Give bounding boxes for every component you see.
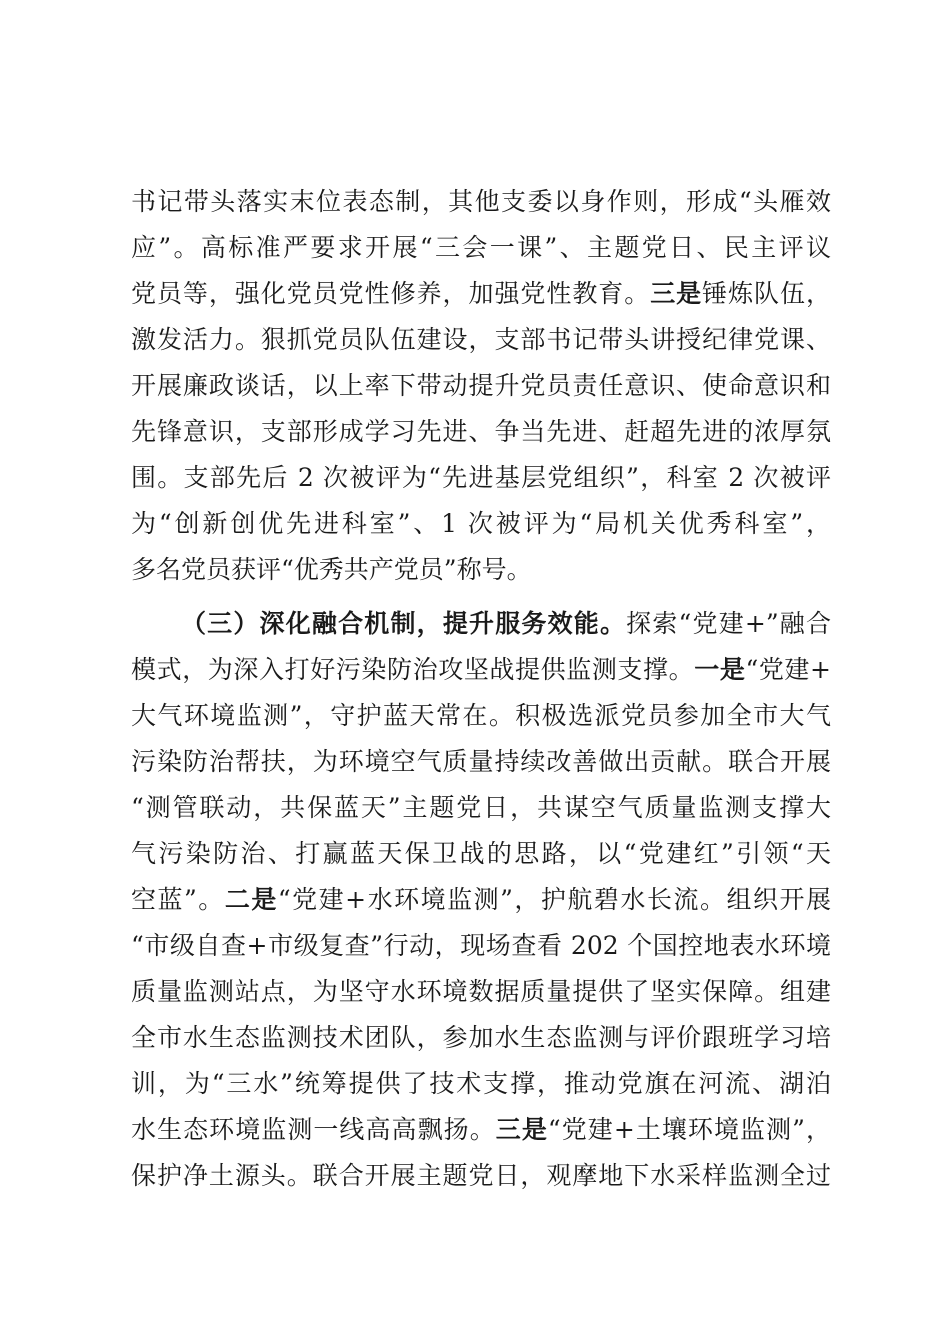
text-run: 气污染防治、打赢蓝天保卫战的思路，以“党建红”引领“天 xyxy=(131,839,831,868)
text-run: “党建+水环境监测”，护航碧水长流。组织开展 xyxy=(277,885,831,914)
paragraph-line xyxy=(131,880,831,920)
paragraph-line xyxy=(131,972,831,1012)
text-run: “测管联动，共保蓝天”主题党日，共谋空气质量监测支撑大 xyxy=(131,793,831,822)
paragraph-line xyxy=(131,1156,831,1196)
text-run: 书记带头落实末位表态制，其他支委以身作则，形成“头雁效 xyxy=(131,187,831,216)
text-run: “党建+ xyxy=(745,655,831,684)
paragraph-line xyxy=(131,366,831,406)
bold-keyword: 三是 xyxy=(650,279,703,308)
paragraph-line xyxy=(131,926,831,966)
paragraph-line xyxy=(131,1110,831,1150)
section-heading: （三）深化融合机制，提升服务效能。 xyxy=(181,609,627,638)
paragraph-line xyxy=(131,1064,831,1104)
text-run: 围。支部先后 2 次被评为“先进基层党组织”，科室 2 次被评 xyxy=(131,463,831,492)
bold-keyword: 三是 xyxy=(495,1115,548,1144)
paragraph-line xyxy=(131,412,831,452)
text-run: 探索“党建+”融合 xyxy=(626,609,831,638)
text-run: 为“创新创优先进科室”、1 次被评为“局机关优秀科室”， xyxy=(131,509,831,538)
paragraph-line xyxy=(131,320,831,360)
paragraph-line xyxy=(131,228,831,268)
paragraph-line xyxy=(131,550,831,590)
paragraph-line xyxy=(131,458,831,498)
paragraph-line xyxy=(131,788,831,828)
text-run: 大气环境监测”，守护蓝天常在。积极选派党员参加全市大气 xyxy=(131,701,831,730)
text-run: “党建+土壤环境监测”， xyxy=(547,1115,831,1144)
paragraph-line xyxy=(131,274,831,314)
text-run: 先锋意识，支部形成学习先进、争当先进、赶超先进的浓厚氛 xyxy=(131,417,831,446)
paragraph-line xyxy=(131,182,831,222)
paragraph-line xyxy=(131,650,831,690)
text-run: 模式，为深入打好污染防治攻坚战提供监测支撑。 xyxy=(131,655,695,684)
text-run: 全市水生态监测技术团队，参加水生态监测与评价跟班学习培 xyxy=(131,1023,831,1052)
text-run: 锤炼队伍， xyxy=(702,279,831,308)
text-run: 激发活力。狠抓党员队伍建设，支部书记带头讲授纪律党课、 xyxy=(131,325,831,354)
paragraph-line xyxy=(131,834,831,874)
text-run: 质量监测站点，为坚守水环境数据质量提供了坚实保障。组建 xyxy=(131,977,831,1006)
bold-keyword: 二是 xyxy=(224,885,278,914)
paragraph-line xyxy=(131,742,831,782)
text-run: 多名党员获评“优秀共产党员”称号。 xyxy=(131,555,532,584)
paragraph-line xyxy=(131,696,831,736)
text-run: 空蓝”。 xyxy=(131,885,225,914)
text-run: 训，为“三水”统筹提供了技术支撑，推动党旗在河流、湖泊 xyxy=(131,1069,831,1098)
paragraph-line xyxy=(131,1018,831,1058)
text-run: 开展廉政谈话，以上率下带动提升党员责任意识、使命意识和 xyxy=(131,371,831,400)
paragraph-line xyxy=(131,504,831,544)
text-run: 党员等，强化党员党性修养，加强党性教育。 xyxy=(131,279,651,308)
text-run: 应”。高标准严要求开展“三会一课”、主题党日、民主评议 xyxy=(131,233,831,262)
text-run: “市级自查+市级复查”行动，现场查看 202 个国控地表水环境 xyxy=(131,931,831,960)
text-run: 污染防治帮扶，为环境空气质量持续改善做出贡献。联合开展 xyxy=(131,747,831,776)
bold-keyword: 一是 xyxy=(694,655,746,684)
text-run: 保护净土源头。联合开展主题党日，观摩地下水采样监测全过 xyxy=(131,1161,831,1190)
text-run: 水生态环境监测一线高高飘扬。 xyxy=(131,1115,496,1144)
paragraph-line xyxy=(181,604,831,644)
